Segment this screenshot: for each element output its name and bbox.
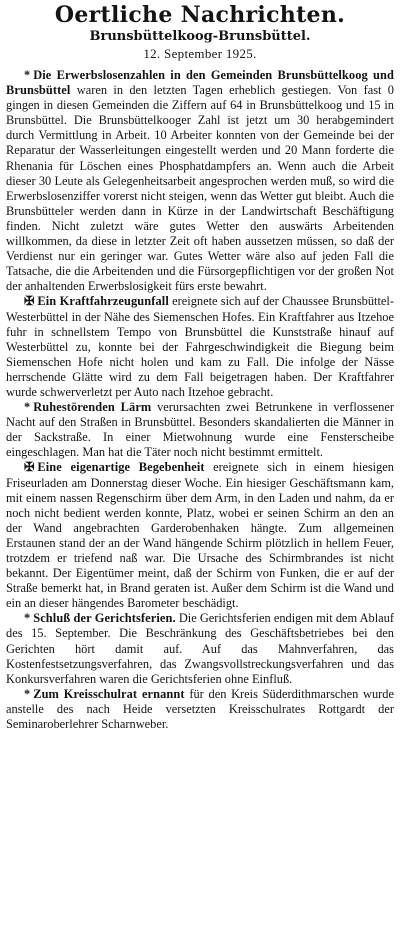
article-lead: Eine eigenartige Begebenheit bbox=[37, 460, 205, 475]
dateline: 12. September 1925. bbox=[143, 46, 257, 61]
article-body: Die Gerichtsferien endigen mit dem Ablauf des 15. September. Die Beschränkung des Geschäftsbetriebes bei den Gerichten hört damit auf. Auf das Mahnverfahren, das Kostenfestsetzungsverfahren, das Zwangsvollstreckungsverfahren und das Konkursverfahren waren die Gerichtsferien ohne Einfluß. bbox=[6, 611, 394, 686]
article-car-accident bbox=[6, 294, 394, 400]
article-lead: Zum Kreisschulrat ernannt bbox=[33, 686, 185, 701]
bullet-mark: * bbox=[24, 68, 31, 82]
article-body: waren in den letzten Tagen erheblich gestiegen. Von fast 0 gingen in diesen Gemeinden die Ziffern auf 64 in Brunsbüttelkoog und 15 in Brunsbüttel. Die Brunsbüttelkooger Zahl ist jetzt um 30 herabgemindert durch Vermittlung in Arbeit. 10 Arbeiter konnten von der Gemeinde bei der Reparatur der Wasserleitungen eingestellt werden und 20 Mann forderte die Rhenania für Löschen eines Phosphatdampfers an. Wenn auch die Arbeit dieser 30 Leute als Gelegenheitsarbeit angesprochen werden muß, so wird die Erwerbslosenziffer vorerst nicht steigen, wenn das Wetter gut bleibt. Auch die Brunsbütteler werden dann in Kürze in der Landwirtschaft Beschäftigung finden. Nicht zuletzt wäre gutes Wetter den auswärts Arbeitenden willkommen, da diese in letzter Zeit oft haben aussetzen müssen, so daß der Verdienst nur ein geringer war. Gutes Wetter wäre also auf jeden Fall die Tatsache, die die Arbeitenden und die Fürsorgepflichtigen vor der großen Not der anhaltenden Erwerbslosigkeit fürs erste bewahrt. bbox=[6, 83, 394, 294]
section-title: Oertliche Nachrichten. bbox=[54, 2, 346, 28]
article-umbrella-fire bbox=[6, 460, 394, 611]
article-body: für den Kreis Süderdithmarschen wurde anstelle des nach Heide versetzten Kreisschulrates Rottgardt der Seminaroberlehrer Scharnweber. bbox=[6, 686, 394, 732]
article-body: ereignete sich in einem hiesigen Friseurladen am Donnerstag dieser Woche. Ein hiesiger Geschäftsmann kam, mit einem nassen Regenschirm über dem Arm, in den Laden und nahm, da er noch nicht bedient werden konnte, Platz, wobei er seinen Schirm an den an der Wand angebrachten Garderobenhaken hängte. Zum allgemeinen Erstaunen stand der an der Wand hängende Schirm plötzlich in hellem Feuer, trotzdem er triefend naß war. Die Ursache des Schirmbrandes ist nicht bekannt. Der Eigentümer meint, daß der Schirm von Funken, die er auf der Straße bemerkt hat, in Brand geraten ist. Außer dem Schirm ist die Wand und ein an dieser hängendes Barometer beschädigt. bbox=[6, 460, 394, 611]
article-court-holidays bbox=[6, 611, 394, 686]
article-lead: Ein Kraftfahrzeugunfall bbox=[37, 294, 169, 309]
article-body: verursachten zwei Betrunkene in verflossener Nacht auf den Straßen in Brunsbüttel. Besonders skandalierten die Männer in der Sackstraße. In einer Mietwohnung wurde eine Fensterscheibe eingeschlagen. Man hat die Täter noch nicht bestimmt ermittelt. bbox=[6, 400, 394, 460]
locality-heading: Brunsbüttelkoog-Brunsbüttel. bbox=[89, 29, 311, 44]
bullet-mark: * bbox=[24, 686, 31, 701]
bullet-mark: ✠ bbox=[24, 460, 35, 475]
article-unemployment bbox=[6, 68, 394, 294]
article-body: ereignete sich auf der Chaussee Brunsbüttel-Westerbüttel in der Nähe des Siemenschen Hofes. Ein Kraftfahrer aus Itzehoe fuhr in schnellstem Tempo von Brunsbüttel die Kunststraße hinauf auf Westerbüttel zu, konnte bei der Fahrgeschwindigkeit die Biegung beim Siemenschen Hofe nicht holen und kam zu Fall. Die infolge der Nässe herrschende Glätte wird zu dem Fall beigetragen haben. Der Kraftfahrer wurde schwerverletzt per Auto nach Itzehoe gebracht. bbox=[6, 294, 394, 399]
article-lead: Schluß der Gerichtsferien. bbox=[33, 611, 176, 626]
article-lead: Ruhestörenden Lärm bbox=[33, 400, 152, 415]
bullet-mark: ✠ bbox=[24, 294, 35, 309]
article-school-inspector bbox=[6, 687, 394, 732]
article-lead: Die Erwerbslosenzahlen in den Gemeinden Brunsbüttelkoog und Brunsbüttel bbox=[6, 68, 394, 98]
bullet-mark: * bbox=[24, 611, 31, 626]
bullet-mark: * bbox=[24, 400, 31, 415]
article-noise-disturbance bbox=[6, 400, 394, 460]
